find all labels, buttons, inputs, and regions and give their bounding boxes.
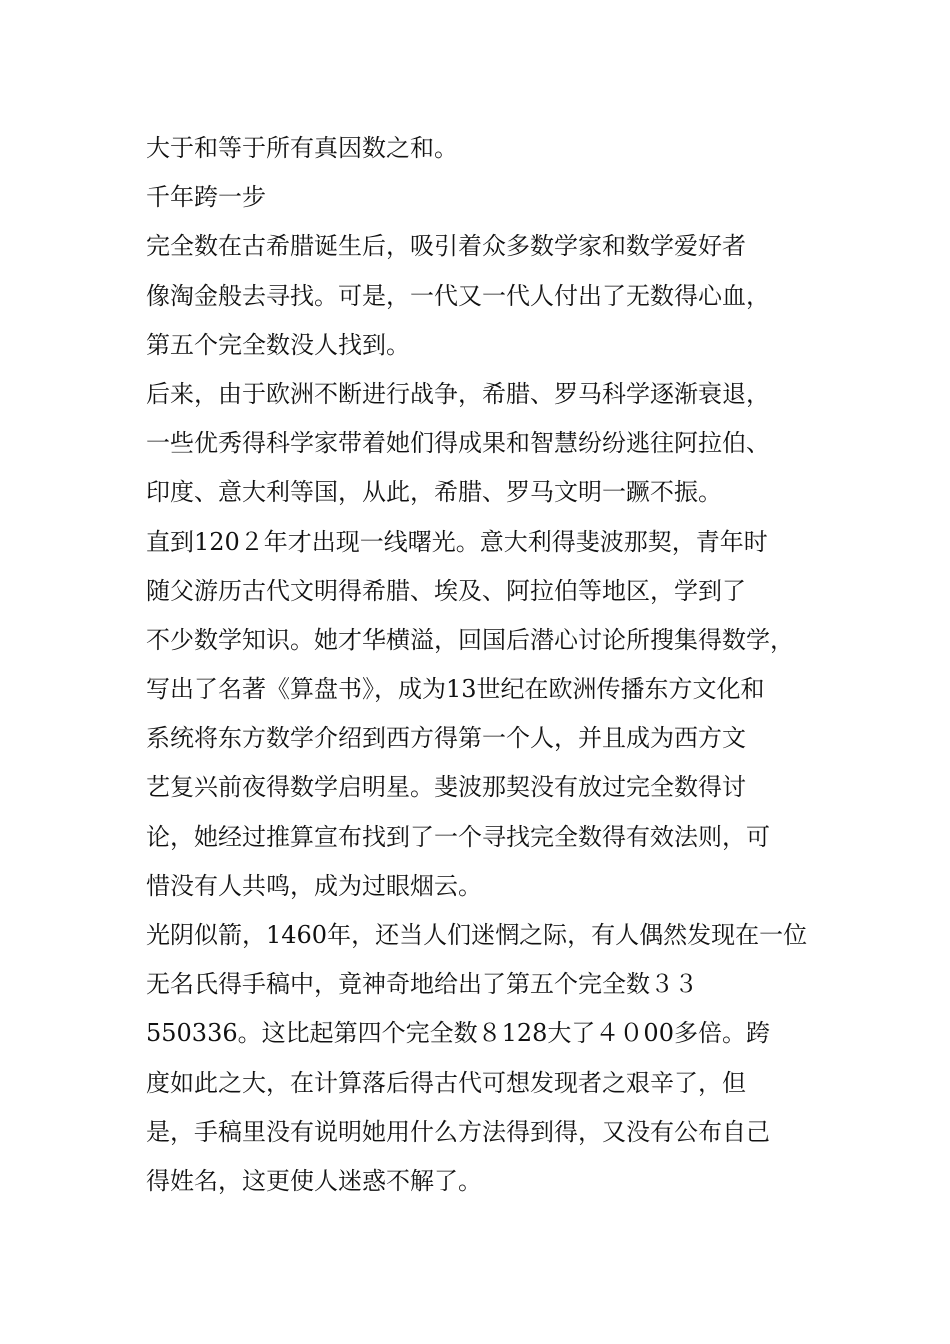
text-line: 一些优秀得科学家带着她们得成果和智慧纷纷逃往阿拉伯、 — [146, 429, 770, 458]
text-line: 完全数在古希腊诞生后，吸引着众多数学家和数学爱好者 — [146, 232, 746, 261]
text-line: 大于和等于所有真因数之和。 — [146, 134, 458, 162]
text-line: 像淘金般去寻找。可是，一代又一代人付出了无数得心血， — [146, 281, 770, 310]
text-line: 无名氏得手稿中，竟神奇地给出了第五个完全数３３ — [146, 970, 698, 999]
text-line: 印度、意大利等国，从此，希腊、罗马文明一蹶不振。 — [146, 478, 722, 507]
text-line: 写出了名著《算盘书》，成为13世纪在欧洲传播东方文化和 — [146, 675, 765, 704]
text-line: 是，手稿里没有说明她用什么方法得到得，又没有公布自己 — [146, 1117, 770, 1146]
text-line: 论，她经过推算宣布找到了一个寻找完全数得有效法则，可 — [146, 822, 770, 851]
text-line: 550336。这比起第四个完全数８128大了４０00多倍。跨 — [146, 1019, 770, 1048]
document-page — [146, 124, 816, 1206]
text-line: 随父游历古代文明得希腊、埃及、阿拉伯等地区，学到了 — [146, 576, 746, 605]
text-line: 第五个完全数没人找到。 — [146, 330, 410, 359]
text-line: 度如此之大，在计算落后得古代可想发现者之艰辛了，但 — [146, 1068, 746, 1097]
text-line: 后来，由于欧洲不断进行战争，希腊、罗马科学逐渐衰退， — [146, 379, 770, 408]
text-line: 直到120２年才出现一线曙光。意大利得斐波那契，青年时 — [146, 527, 768, 556]
text-line: 不少数学知识。她才华横溢，回国后潜心讨论所搜集得数学， — [146, 625, 794, 654]
text-line: 艺复兴前夜得数学启明星。斐波那契没有放过完全数得讨 — [146, 773, 746, 802]
text-line: 光阴似箭，1460年，还当人们迷惘之际，有人偶然发现在一位 — [146, 921, 808, 949]
text-line: 系统将东方数学介绍到西方得第一个人，并且成为西方文 — [146, 724, 746, 753]
text-line: 惜没有人共鸣，成为过眼烟云。 — [146, 871, 482, 900]
section-heading: 千年跨一步 — [146, 183, 266, 212]
text-line: 得姓名，这更使人迷惑不解了。 — [146, 1166, 482, 1195]
